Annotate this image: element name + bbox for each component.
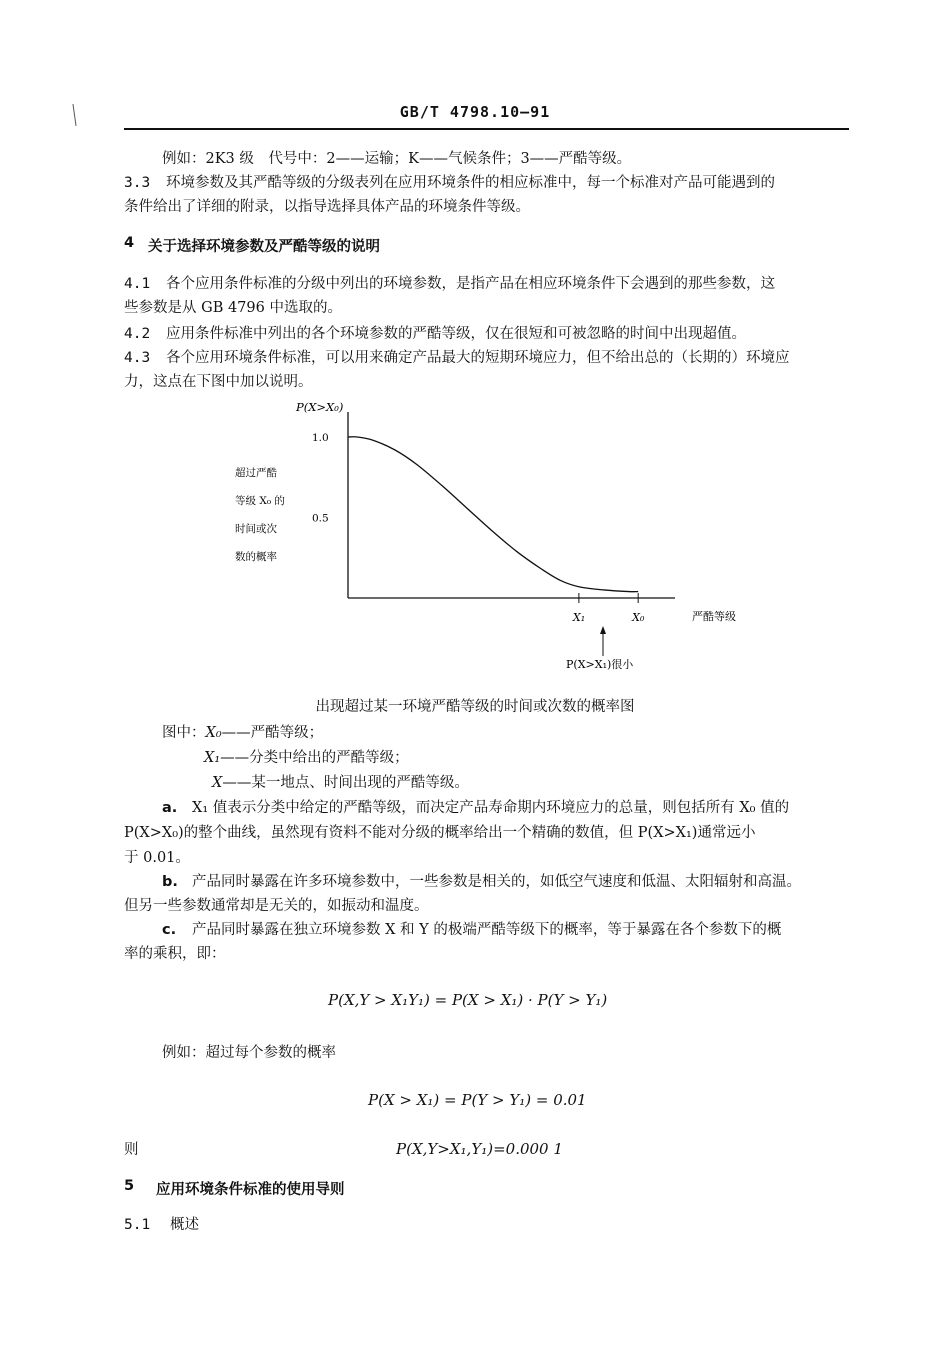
- section-5-1-number: 5.1: [124, 1217, 151, 1233]
- section-3-3-line1: 环境参数及其严酷等级的分级表列在应用环境条件的相应标准中，每一个标准对产品可能遇到的: [166, 175, 775, 191]
- figure-caption: 出现超过某一环境严酷等级的时间或次数的概率图: [315, 699, 635, 715]
- x-tick-label: X₁: [572, 611, 586, 624]
- section-5-number: 5: [124, 1178, 135, 1194]
- section-5-1-title: 概述: [170, 1217, 199, 1233]
- section-4-title: 关于选择环境参数及严酷等级的说明: [148, 239, 380, 255]
- legend-prefix: 图中：: [162, 725, 206, 741]
- item-a-line1: X₁ 值表示分类中给定的严酷等级，而决定产品寿命期内环境应力的总量，则包括所有 X₀ 值的: [192, 800, 790, 816]
- y-tick-label: 0.5: [312, 512, 329, 525]
- legend-line-x: [212, 773, 469, 793]
- item-a-label: a.: [162, 800, 178, 816]
- formula-single-probability: P(X > X₁) = P(Y > Y₁) = 0.01: [368, 1091, 587, 1109]
- item-b-label: b.: [162, 874, 178, 890]
- x-tick-label: X₀: [632, 611, 645, 624]
- header-rule: [124, 128, 849, 130]
- x-axis-label: 严酷等级: [692, 610, 736, 623]
- y-axis-label-line: 超过严酷: [235, 467, 277, 479]
- document-code: GB/T 4798.10—91: [399, 103, 551, 121]
- item-c-label: c.: [162, 922, 177, 938]
- example-2-line: 例如：超过每个参数的概率: [162, 1045, 336, 1061]
- section-4-1-line2: 些参数是从 GB 4796 中选取的。: [124, 300, 342, 316]
- section-3-3-number: 3.3: [124, 175, 151, 191]
- item-c-line2: 率的乘积，即：: [124, 946, 226, 962]
- section-4-number: 4: [124, 235, 135, 251]
- annotation-arrow-head: [600, 626, 606, 634]
- section-5-title: 应用环境条件标准的使用导则: [156, 1182, 345, 1198]
- probability-chart: [0, 390, 950, 680]
- section-4-2-number: 4.2: [124, 326, 151, 342]
- section-4-3-number: 4.3: [124, 350, 151, 366]
- legend-x-desc: ——某一地点、时间出现的严酷等级。: [222, 775, 469, 791]
- item-c-line1: 产品同时暴露在独立环境参数 X 和 Y 的极端严酷等级下的概率，等于暴露在各个参数下的概: [192, 922, 782, 938]
- section-4-3-line2: 力，这点在下图中加以说明。: [124, 374, 313, 390]
- section-3-3-line2: 条件给出了详细的附录，以指导选择具体产品的环境条件等级。: [124, 199, 530, 215]
- then-label: 则: [124, 1142, 139, 1158]
- legend-x0-symbol: X₀: [205, 725, 222, 741]
- legend-x1-desc: ——分类中给出的严酷等级；: [220, 750, 409, 766]
- probability-curve: [348, 437, 638, 592]
- y-axis-label-line: 时间或次: [235, 523, 277, 535]
- annotation-text: P(X>X₁)很小: [566, 658, 634, 671]
- legend-x0-desc: ——严酷等级；: [221, 725, 324, 741]
- y-axis-label-line: 等级 X₀ 的: [235, 495, 285, 507]
- formula-result: P(X,Y>X₁,Y₁)=0.000 1: [396, 1140, 563, 1158]
- legend-line-x1: [204, 748, 409, 768]
- y-tick-label: 1.0: [312, 432, 329, 444]
- example-line: 例如：2K3 级 代号中：2——运输；K——气候条件；3——严酷等级。: [162, 151, 632, 167]
- legend-x-symbol: X: [212, 775, 223, 791]
- item-a-line2: P(X>X₀)的整个曲线，虽然现有资料不能对分级的概率给出一个精确的数值，但 P(X>X₁)通常远小: [124, 825, 756, 841]
- section-4-2-line1: 应用条件标准中列出的各个环境参数的严酷等级，仅在很短和可被忽略的时间中出现超值。: [166, 326, 746, 342]
- item-b-line2: 但另一些参数通常却是无关的，如振动和温度。: [124, 898, 429, 914]
- formula-joint-probability: P(X,Y > X₁Y₁) = P(X > X₁) · P(Y > Y₁): [328, 991, 608, 1009]
- section-4-1-line1: 各个应用条件标准的分级中列出的环境参数，是指产品在相应环境条件下会遇到的那些参数，这: [166, 276, 775, 292]
- item-a-line3: 于 0.01。: [124, 850, 190, 866]
- legend-line-x0: [162, 723, 323, 743]
- y-axis-label-line: 数的概率: [235, 551, 277, 563]
- section-4-3-line1: 各个应用环境条件标准，可以用来确定产品最大的短期环境应力，但不给出总的（长期的）环境应: [166, 350, 790, 366]
- chart-title: P(X>X₀): [296, 400, 344, 414]
- item-b-line1: 产品同时暴露在许多环境参数中，一些参数是相关的，如低空气速度和低温、太阳辐射和高温。: [192, 874, 801, 890]
- section-4-1-number: 4.1: [124, 276, 151, 292]
- legend-x1-symbol: X₁: [204, 750, 221, 766]
